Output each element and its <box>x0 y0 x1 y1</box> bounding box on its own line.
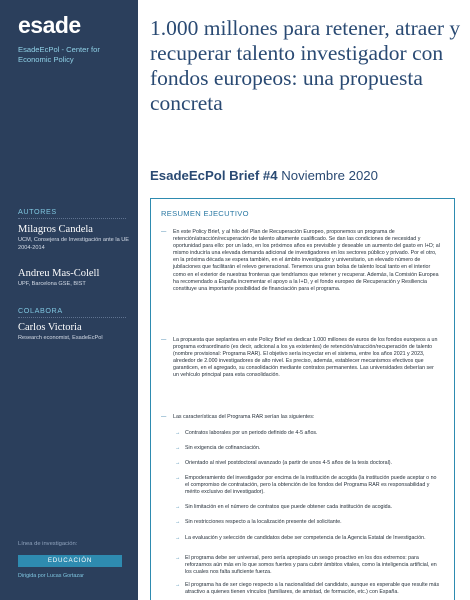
arrow-icon: → <box>175 519 181 525</box>
list-item-text: Sin exigencia de cofinanciación. <box>185 445 261 451</box>
dash-marker: — <box>161 414 167 420</box>
collab-heading: COLABORA <box>18 306 63 315</box>
dash-marker: — <box>161 337 167 343</box>
list-item <box>175 535 441 542</box>
arrow-icon: → <box>175 445 181 451</box>
list-item <box>175 445 441 452</box>
list-item-text: Orientado al nivel postdoctoral avanzado (a partir de unos 4-5 años de la tesis doctoral). <box>185 460 392 466</box>
arrow-icon: → <box>175 504 181 510</box>
authors-divider <box>18 218 126 219</box>
page-title: 1.000 millones para retener, atraer y recuperar talento investigador con fondos europeos: una propuesta concreta <box>150 16 461 115</box>
research-line-label: Línea de investigación: <box>18 541 78 547</box>
arrow-icon: → <box>175 460 181 466</box>
list-item-text: El programa ha de ser ciego respecto a la nacionalidad del candidato, aunque es esperable que resulte más atractivo a quienes tienen vínculos (familiares, de amistad, de formación, etc.) con España. <box>185 582 440 596</box>
paragraph-text: En este Policy Brief, y al hilo del Plan de Recuperación Europeo, proponemos un programa de retención/atracción/recuperación de talento altamente cualificado. Se dan las condiciones de necesidad y oportunidad para ello: por un lado, en los próximos años es previsible y deseable un aumento del gasto en I+D; al mismo induciría una elevada demanda adicional de investigadores en los sectores público y privado. Por el otro, en la próxima década se espera también, en el ámbito investigador y universitario, un elevado número de jubilaciones que facilitarán el relevo generacional. Tenemos una gran bolsa de talento local tanto en el interior como en el exterior de nuestras fronteras que tendríamos que retener y recuperar. Además, la Comisión Europea ha recomendado a España incrementar el apoyo a la I+D, y el fondo europeo de Recuperación y Resiliencia constituye una importante posibilidad de financiación para el programa. <box>173 229 440 292</box>
list-item-text: El programa debe ser universal, pero sería apropiado un sesgo proactivo en los dos extremos: para reforzarnos aún más en lo que somos fuertes y para cubrir ámbitos vitales, como la inteligencia artificial, en los cuales nos falta suficiente fuerza. <box>185 555 437 576</box>
summary-paragraph <box>161 229 441 293</box>
summary-heading: RESUMEN EJECUTIVO <box>161 209 249 218</box>
arrow-icon: → <box>175 430 181 436</box>
list-item-text: Contratos laborales por un periodo definido de 4-5 años. <box>185 430 318 436</box>
list-item-text: Sin limitación en el número de contratos que puede obtener cada institución de acogida. <box>185 504 393 510</box>
list-item-text: La evaluación y selección de candidatos debe ser competencia de la Agencia Estatal de Investigación. <box>185 535 426 541</box>
list-item <box>175 430 441 437</box>
brief-line <box>150 168 378 183</box>
collaborator-affiliation: Research economist, EsadeEcPol <box>18 335 103 341</box>
list-item <box>175 519 441 526</box>
arrow-icon: → <box>175 475 181 481</box>
directed-by: Dirigida por Lucas Gortazar <box>18 573 84 579</box>
summary-paragraph <box>161 337 441 380</box>
brief-label: EsadeEcPol Brief #4 <box>150 168 278 183</box>
sidebar <box>0 0 138 600</box>
list-item-text: Sin restricciones respecto a la localización presente del solicitante. <box>185 519 342 525</box>
dash-marker: — <box>161 229 167 235</box>
collaborator-name: Carlos Victoria <box>18 322 82 333</box>
paragraph-text: Las características del Programa RAR serían las siguientes: <box>173 414 315 420</box>
authors-heading: AUTORES <box>18 207 57 216</box>
arrow-icon: → <box>175 555 181 561</box>
author-name: Milagros Candela <box>18 224 93 235</box>
list-item <box>175 460 441 467</box>
paragraph-text: La propuesta que seplantea en este Policy Brief es dedicar 1.000 millones de euros de los fondos europeos a un programa extraordinario (es decir, adicional a los ya existentes) de retención/atracción/recuperación de talento (nombre provisional: Programa RAR). El objetivo sería incyectar en el sistema, entre los años 2021 y 2023, alrededor de 2.000 investigadores de alto nivel. Es preciso, además, establecer mecanismos efectivos que garanticen, en el agregado, su consolidación mediante contratos permanentes. Las universidades deberían ser un vehículo principal para esta consolidación. <box>173 337 438 379</box>
list-item <box>175 555 441 576</box>
author-name: Andreu Mas-Colell <box>18 268 100 279</box>
research-line-badge[interactable]: EDUCACIÓN <box>18 555 122 567</box>
list-item <box>175 475 441 496</box>
brief-date: Noviembre 2020 <box>281 168 378 183</box>
list-item <box>175 582 441 596</box>
summary-paragraph <box>161 414 441 421</box>
center-name: EsadeEcPol - Center for Economic Policy <box>18 45 100 64</box>
esade-logo: esade <box>18 12 81 38</box>
list-item <box>175 504 441 511</box>
author-affiliation: UCM, Consejera de Investigación ante la UE 2004-2014 <box>18 237 129 251</box>
collab-divider <box>18 317 126 318</box>
list-item-text: Empoderamiento del investigador por encima de la institución de acogida (la institución puede aceptar o no el compromiso de contratación, pero la obtención de los fondos del Programa RAR es responsabilidad y mérito exclusivo del investigador). <box>185 475 437 496</box>
arrow-icon: → <box>175 535 181 541</box>
author-affiliation: UPF, Barcelona GSE, BIST <box>18 281 86 287</box>
arrow-icon: → <box>175 582 181 588</box>
executive-summary-box <box>150 198 455 600</box>
